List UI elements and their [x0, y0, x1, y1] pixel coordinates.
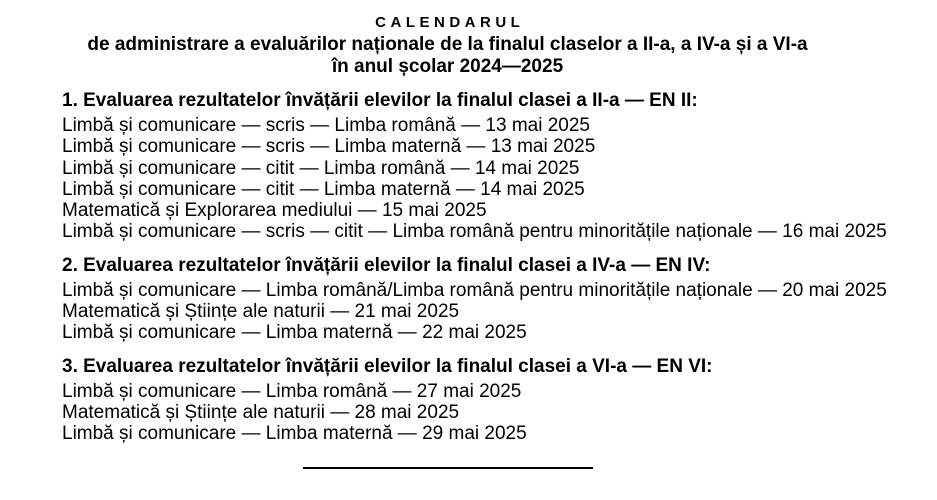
- section-en-2: [0, 90, 895, 243]
- section-en-6: [0, 356, 895, 445]
- section-en-4-heading: 2. Evaluarea rezultatelor învățării elevilor la finalul clasei a IV-a — EN IV:: [62, 254, 711, 276]
- document-title: [0, 12, 895, 78]
- schedule-line: Matematică și Științe ale naturii — 28 mai 2025: [62, 401, 460, 423]
- section-en-6-heading: 3. Evaluarea rezultatelor învățării elevilor la finalul clasei a VI-a — EN VI:: [62, 355, 713, 377]
- end-divider: [303, 467, 593, 469]
- title-school-year: în anul școlar 2024—2025: [331, 56, 564, 77]
- title-subtitle: de administrare a evaluărilor naționale de la finalul claselor a II-a, a IV-a și a VI-a: [87, 34, 808, 55]
- title-calendarul: CALENDARUL: [375, 14, 525, 31]
- schedule-line: Matematică și Științe ale naturii — 21 mai 2025: [62, 301, 460, 323]
- schedule-line: Limbă și comunicare — citit — Limba română — 14 mai 2025: [62, 157, 580, 179]
- schedule-line: Matematică și Explorarea mediului — 15 mai 2025: [62, 200, 487, 222]
- schedule-line: Limbă și comunicare — Limba română — 27 mai 2025: [62, 380, 522, 402]
- schedule-line: Limbă și comunicare — citit — Limba maternă — 14 mai 2025: [62, 178, 585, 200]
- section-en-4: [0, 255, 895, 344]
- schedule-line: Limbă și comunicare — scris — Limba română — 13 mai 2025: [62, 115, 590, 136]
- schedule-line: Limbă și comunicare — scris — citit — Limba română pentru minoritățile naționale — 16 mai 2025: [62, 221, 887, 243]
- schedule-line: Limbă și comunicare — Limba maternă — 29 mai 2025: [62, 423, 527, 445]
- section-en-2-heading: 1. Evaluarea rezultatelor învățării elevilor la finalul clasei a II-a — EN II:: [62, 90, 698, 111]
- schedule-line: Limbă și comunicare — Limba română/Limba română pentru minoritățile naționale — 20 mai 2025: [62, 279, 887, 301]
- schedule-line: Limbă și comunicare — Limba maternă — 22 mai 2025: [62, 322, 527, 344]
- schedule-line: Limbă și comunicare — scris — Limba maternă — 13 mai 2025: [62, 136, 596, 158]
